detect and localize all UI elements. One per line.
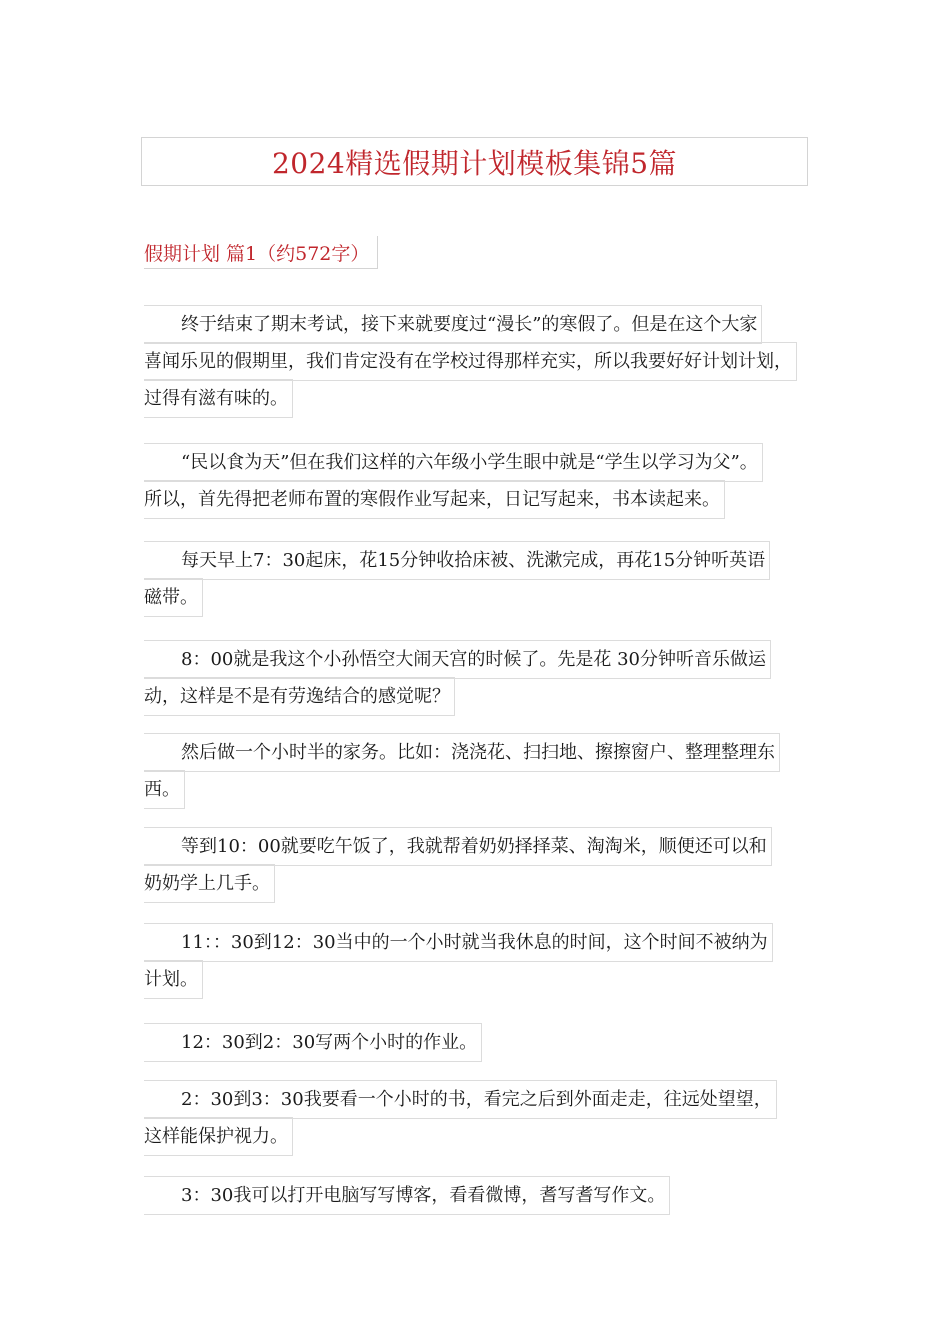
paragraph-line: 2：30到3：30我要看一个小时的书，看完之后到外面走走，往远处望望， bbox=[144, 1080, 777, 1119]
paragraph-line: 终于结束了期末考试，接下来就要度过“漫长”的寒假了。但是在这个大家 bbox=[144, 305, 762, 344]
paragraph-line: 3：30我可以打开电脑写写博客，看看微博，耆写耆写作文。 bbox=[144, 1176, 670, 1215]
paragraph-line: 12：30到2：30写两个小时的作业。 bbox=[144, 1023, 482, 1062]
paragraph bbox=[144, 1080, 808, 1154]
paragraph-line: 奶奶学上几手。 bbox=[144, 864, 275, 903]
paragraph-line: 然后做一个小时半的家务。比如：浇浇花、扫扫地、擦擦窗户、整理整理东 bbox=[144, 733, 780, 772]
paragraph-line: 喜闻乐见的假期里，我们肯定没有在学校过得那样充实，所以我要好好计划计划， bbox=[144, 342, 797, 381]
paragraph-line: 西。 bbox=[144, 770, 185, 809]
paragraph-line: 动，这样是不是有劳逸结合的感觉呢？ bbox=[144, 677, 455, 716]
paragraph bbox=[144, 541, 808, 615]
paragraph bbox=[144, 305, 808, 416]
paragraph-line: 11：：30到12：30当中的一个小时就当我休息的时间，这个时间不被纳为 bbox=[144, 923, 773, 962]
paragraph-line: 每天早上7：30起床，花15分钟收拾床被、洗漱完成，再花15分钟听英语 bbox=[144, 541, 770, 580]
paragraph bbox=[144, 827, 808, 901]
document-title-box bbox=[141, 137, 808, 186]
section-heading: 假期计划 篇1（约572字） bbox=[144, 236, 378, 269]
paragraph bbox=[144, 443, 808, 517]
paragraph-line: 磁带。 bbox=[144, 578, 203, 617]
document-title: 2024精选假期计划模板集锦5篇 bbox=[271, 146, 678, 180]
paragraph-line: 这样能保护视力。 bbox=[144, 1117, 293, 1156]
paragraph-line: 计划。 bbox=[144, 960, 203, 999]
paragraph bbox=[144, 640, 808, 714]
paragraph bbox=[144, 733, 808, 807]
paragraph-line: 等到10：00就要吃午饭了，我就帮着奶奶择择菜、淘淘米，顺便还可以和 bbox=[144, 827, 772, 866]
paragraph-line: 所以，首先得把老师布置的寒假作业写起来，日记写起来，书本读起来。 bbox=[144, 480, 725, 519]
paragraph-line: 8：00就是我这个小孙悟空大闹天宫的时候了。先是花 30分钟听音乐做运 bbox=[144, 640, 771, 679]
paragraph-line: “民以食为天”但在我们这样的六年级小学生眼中就是“学生以学习为父”。 bbox=[144, 443, 763, 482]
paragraph-line: 过得有滋有味的。 bbox=[144, 379, 293, 418]
paragraph bbox=[144, 1176, 808, 1213]
paragraph bbox=[144, 1023, 808, 1060]
paragraph bbox=[144, 923, 808, 997]
